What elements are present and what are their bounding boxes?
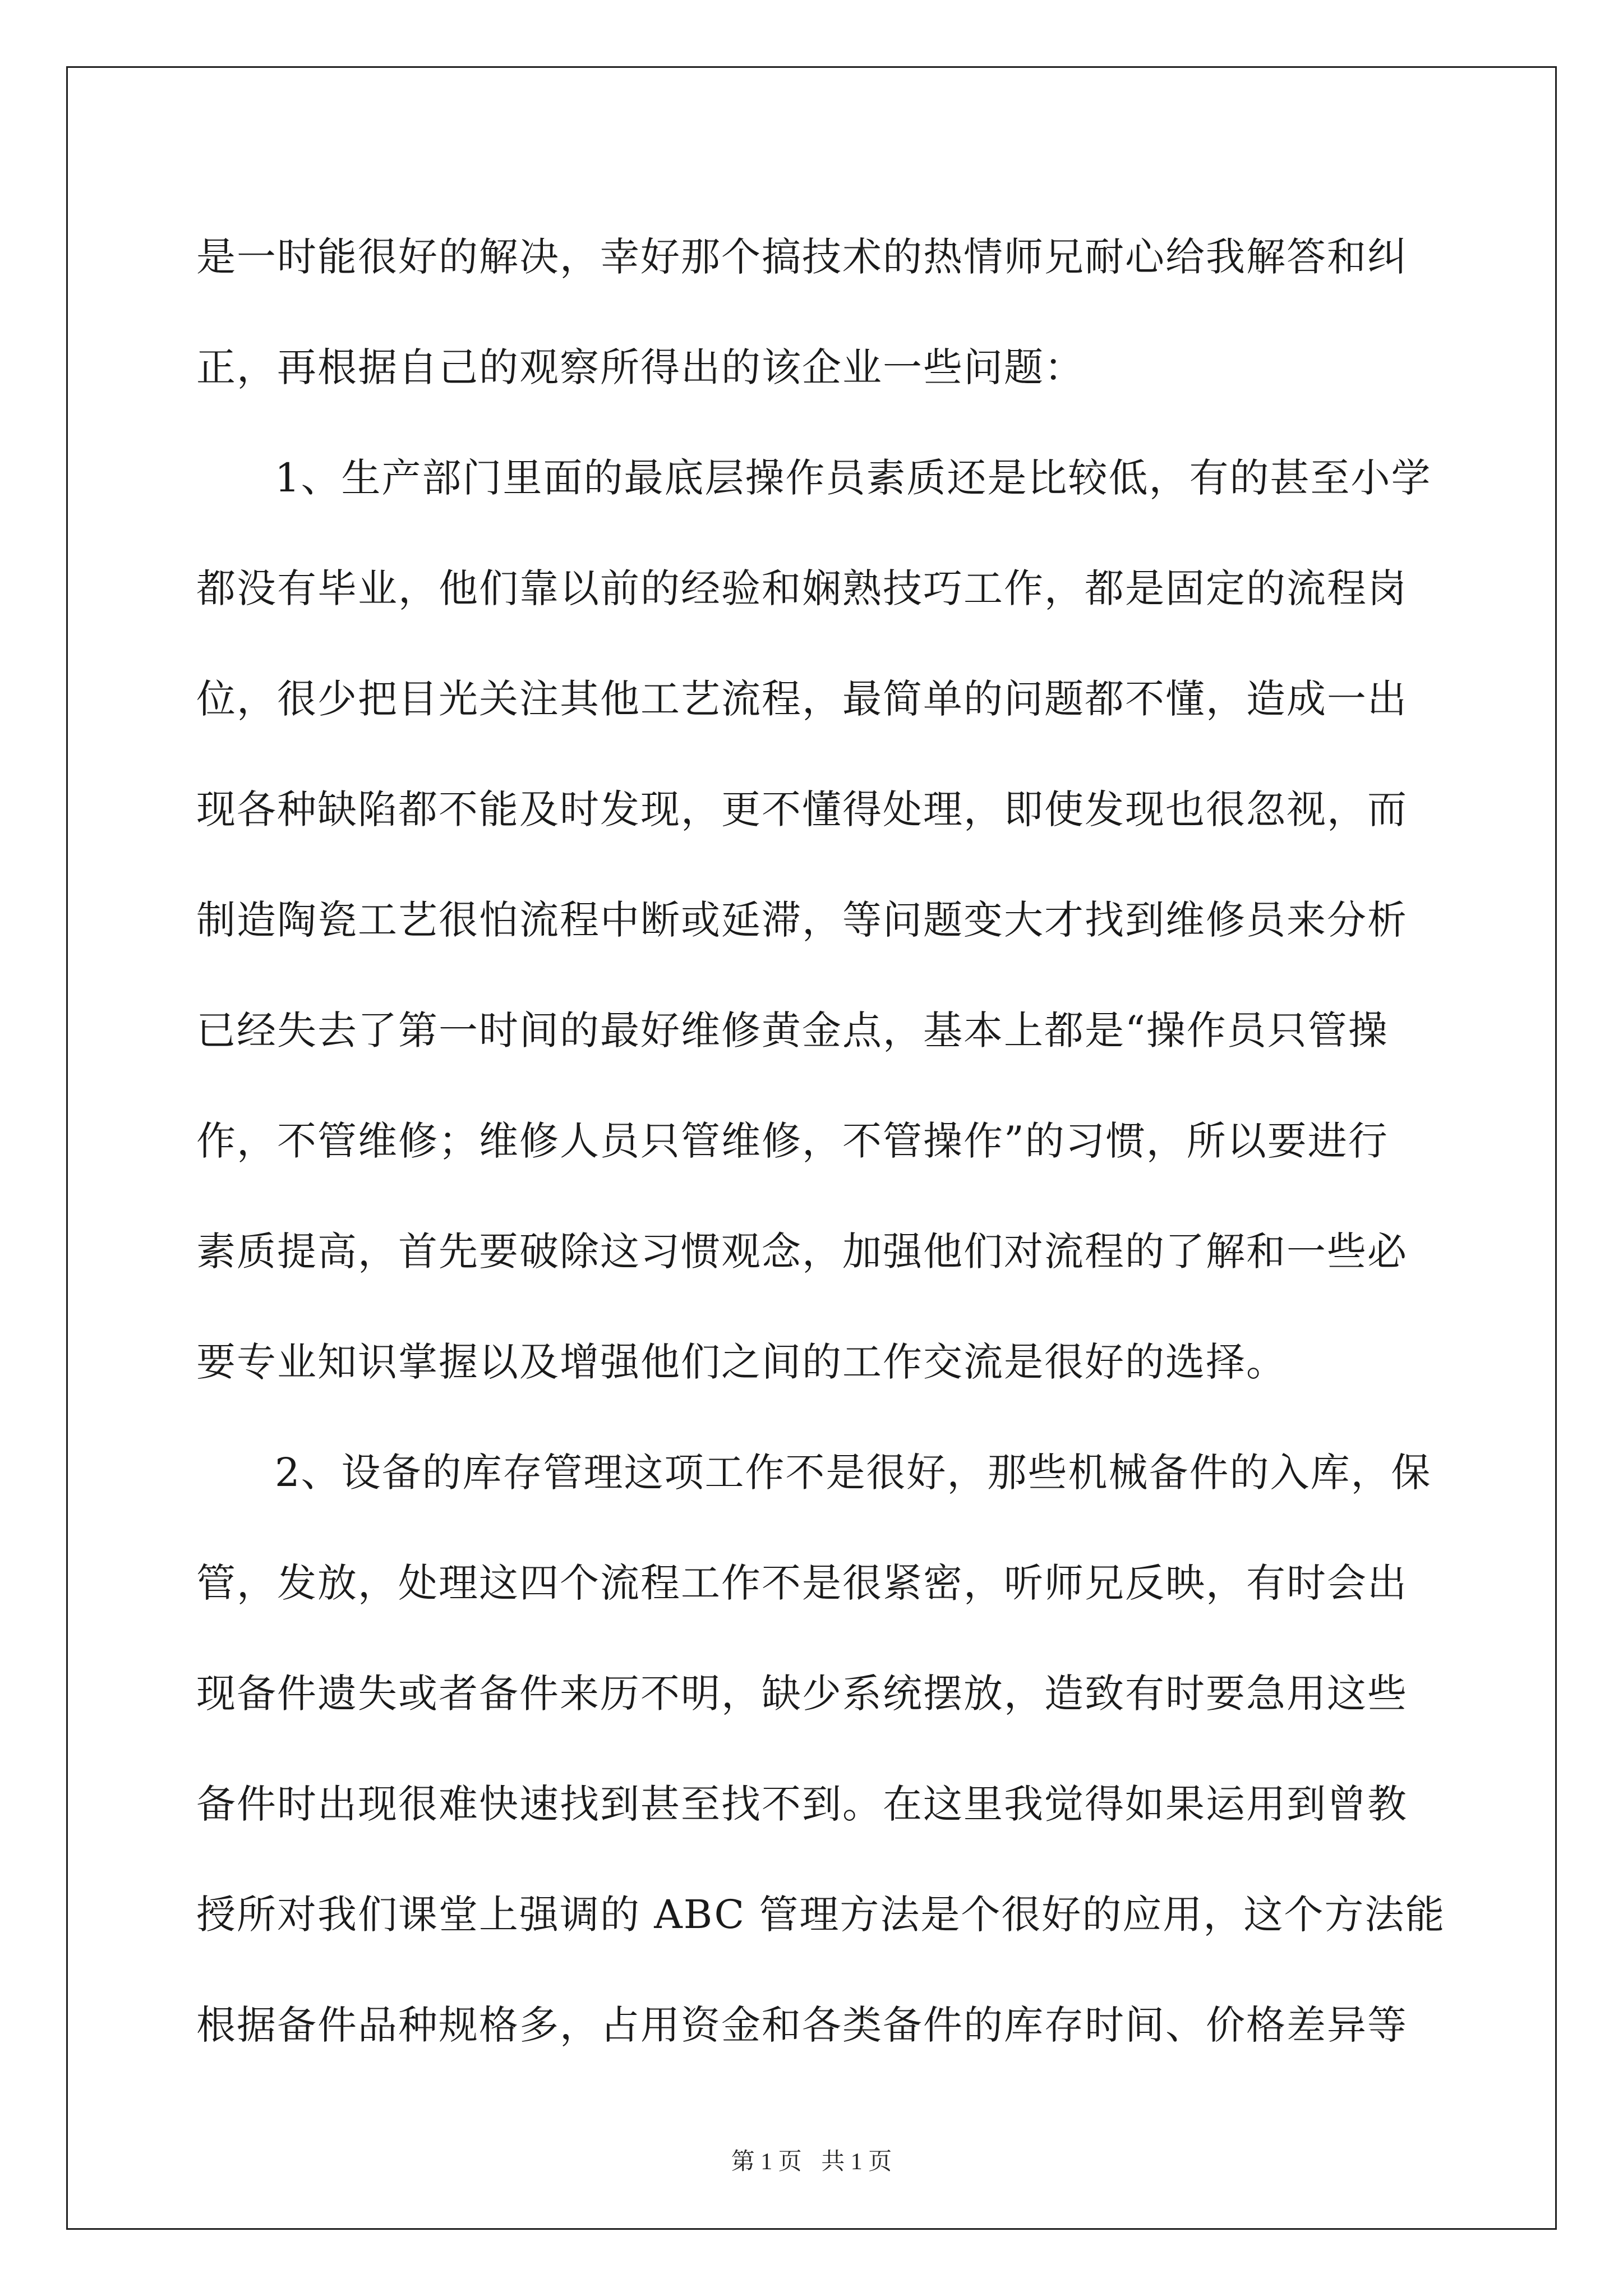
page-number: 第 1 页 bbox=[731, 2149, 802, 2175]
text-line: 备件时出现很难快速找到甚至找不到。在这里我觉得如果运用到曾教 bbox=[196, 1781, 1408, 1827]
text-line: 根据备件品种规格多，占用资金和各类备件的库存时间、价格差异等 bbox=[196, 2002, 1408, 2048]
text-line: 作，不管维修；维修人员只管维修，不管操作”的习惯，所以要进行 bbox=[196, 1118, 1389, 1164]
text-line: 素质提高，首先要破除这习惯观念，加强他们对流程的了解和一些必 bbox=[196, 1228, 1408, 1274]
text-line: 都没有毕业，他们靠以前的经验和娴熟技巧工作，都是固定的流程岗 bbox=[196, 565, 1408, 611]
paragraph-start-line: 2、设备的库存管理这项工作不是很好，那些机械备件的入库，保 bbox=[275, 1450, 1432, 1496]
text-line: 是一时能很好的解决，幸好那个搞技术的热情师兄耐心给我解答和纠 bbox=[196, 234, 1408, 280]
text-line: 管，发放，处理这四个流程工作不是很紧密，听师兄反映，有时会出 bbox=[196, 1560, 1408, 1606]
text-line: 要专业知识掌握以及增强他们之间的工作交流是很好的选择。 bbox=[196, 1339, 1287, 1385]
text-line: 正，再根据自己的观察所得出的该企业一些问题： bbox=[196, 344, 1085, 390]
text-line: 现备件遗失或者备件来历不明，缺少系统摆放，造致有时要急用这些 bbox=[196, 1671, 1408, 1717]
text-line: 制造陶瓷工艺很怕流程中断或延滞，等问题变大才找到维修员来分析 bbox=[196, 897, 1408, 943]
text-line: 授所对我们课堂上强调的 ABC 管理方法是个很好的应用，这个方法能 bbox=[196, 1892, 1446, 1938]
paragraph-start-line: 1、生产部门里面的最底层操作员素质还是比较低，有的甚至小学 bbox=[275, 455, 1432, 501]
page-footer bbox=[0, 2143, 1623, 2177]
text-line: 已经失去了第一时间的最好维修黄金点，基本上都是“操作员只管操 bbox=[196, 1007, 1389, 1053]
page-total: 共 1 页 bbox=[821, 2149, 892, 2175]
document-body bbox=[196, 202, 1446, 2081]
text-line: 现各种缺陷都不能及时发现，更不懂得处理，即使发现也很忽视，而 bbox=[196, 786, 1408, 832]
text-line: 位，很少把目光关注其他工艺流程，最简单的问题都不懂，造成一出 bbox=[196, 676, 1408, 722]
